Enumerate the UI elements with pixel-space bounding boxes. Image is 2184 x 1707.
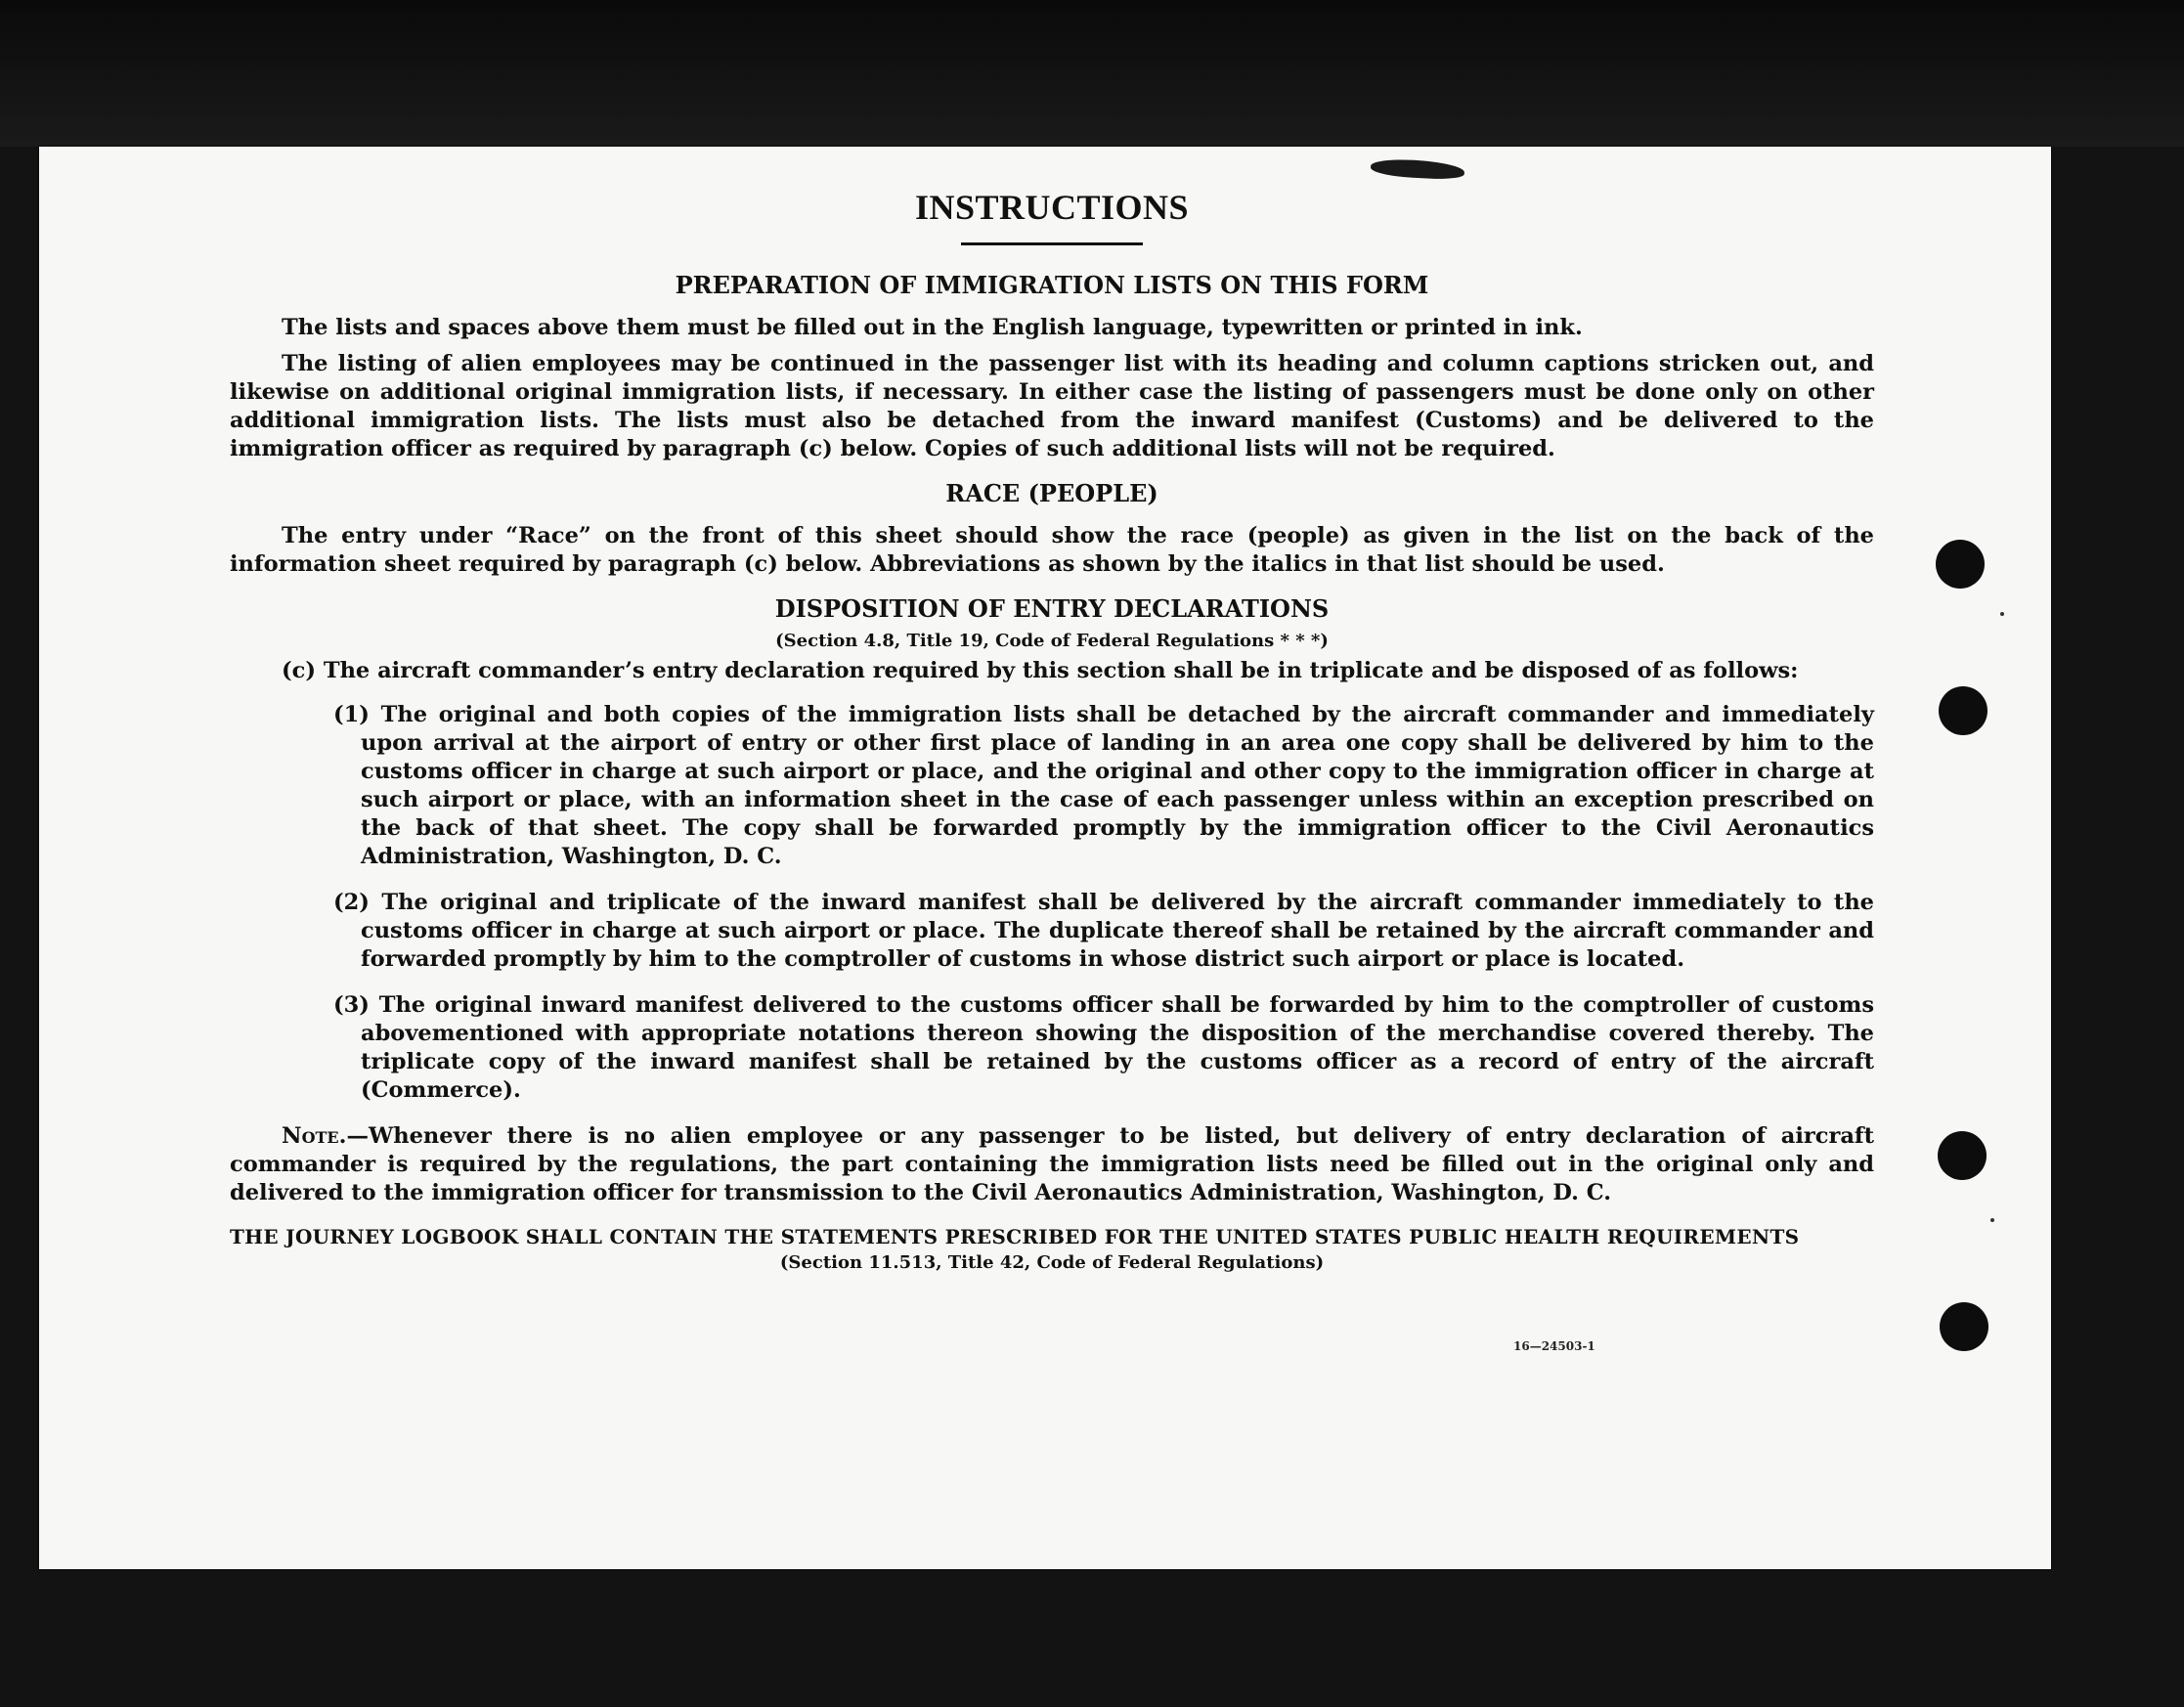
note-text: —Whenever there is no alien employee or any passenger to be listed, but delivery of entry declaration of aircraft commander is required by the regulations, the part containing the immigration lists need be filled out in the original only and delivered to the immigration officer for transmission to the Civil Aeronautics Administration, Washington, D. C.: [230, 1123, 1874, 1205]
section-heading-race: RACE (PEOPLE): [945, 479, 1158, 507]
page-title: INSTRUCTIONS: [914, 188, 1190, 227]
list-item-text: (3) The original inward manifest delivered to the customs officer shall be forwarded by him to the comptroller of customs abovementioned with appropriate notations thereon showing the disposition of the merchandise covered thereby. The triplicate copy of the inward manifest shall be retained by the customs officer as a record of entry of the aircraft (Commerce).: [333, 992, 1874, 1103]
form-code: 16—24503-1: [1513, 1339, 1595, 1353]
punch-hole: [1938, 1131, 1987, 1180]
paragraph: The entry under “Race” on the front of this sheet should show the race (people) as given in the list on the back of the information sheet required by paragraph (c) below. Abbreviations as shown by the italics in that list should be used.: [230, 523, 1874, 577]
paragraph: (c) The aircraft commander’s entry declaration required by this section shall be in triplicate and be disposed of as follows:: [282, 658, 1799, 683]
punch-hole: [1940, 1302, 1988, 1351]
list-item: [333, 991, 1874, 1105]
list-item-text: (2) The original and triplicate of the inward manifest shall be delivered by the aircraft commander immediately to the customs officer in charge at such airport or place. The duplicate thereof shall be retained by the aircraft commander and forwarded promptly by him to the comptroller of customs in whose district such airport or place is located.: [333, 890, 1874, 972]
speck: [2000, 612, 2004, 616]
section-heading-preparation: PREPARATION OF IMMIGRATION LISTS ON THIS FORM: [675, 271, 1429, 299]
paragraph: The listing of alien employees may be continued in the passenger list with its heading and column captions stricken out, and likewise on additional original immigration lists, if necessary. In either case the listing of passengers must be done only on other additional immigration lists. The lists must also be detached from the inward manifest (Customs) and be delivered to the immigration officer as required by paragraph (c) below. Copies of such additional lists will not be required.: [230, 351, 1874, 461]
list-item: [333, 889, 1874, 974]
scan-background: [0, 0, 2184, 147]
note-label: Note.: [282, 1123, 347, 1149]
speck: [1990, 1218, 1994, 1222]
punch-hole: [1939, 686, 1987, 735]
list-item: [333, 701, 1874, 871]
document-body: [230, 186, 1874, 1275]
title-underline: [961, 242, 1143, 245]
paragraph: The lists and spaces above them must be filled out in the English language, typewritten or printed in ink.: [282, 315, 1583, 340]
public-health-statement: THE JOURNEY LOGBOOK SHALL CONTAIN THE STATEMENTS PRESCRIBED FOR THE UNITED STATES PUBLIC HEALTH REQUIREMENTS: [230, 1225, 1800, 1248]
public-health-citation: (Section 11.513, Title 42, Code of Federal Regulations): [779, 1252, 1325, 1273]
note-paragraph: [230, 1122, 1874, 1207]
list-item-text: (1) The original and both copies of the immigration lists shall be detached by the aircraft commander and immediately upon arrival at the airport of entry or other first place of landing in an area one copy shall be delivered by him to the customs officer in charge at such airport or place, and the original and other copy to the immigration officer in charge at such airport or place, with an information sheet in the case of each passenger unless within an exception prescribed on the back of that sheet. The copy shall be forwarded promptly by the immigration officer to the Civil Aeronautics Administration, Washington, D. C.: [333, 702, 1874, 869]
section-citation: (Section 4.8, Title 19, Code of Federal Regulations * * *): [775, 631, 1329, 651]
section-heading-disposition: DISPOSITION OF ENTRY DECLARATIONS: [774, 594, 1330, 623]
disposition-list: [333, 701, 1874, 1105]
punch-hole: [1936, 540, 1985, 589]
